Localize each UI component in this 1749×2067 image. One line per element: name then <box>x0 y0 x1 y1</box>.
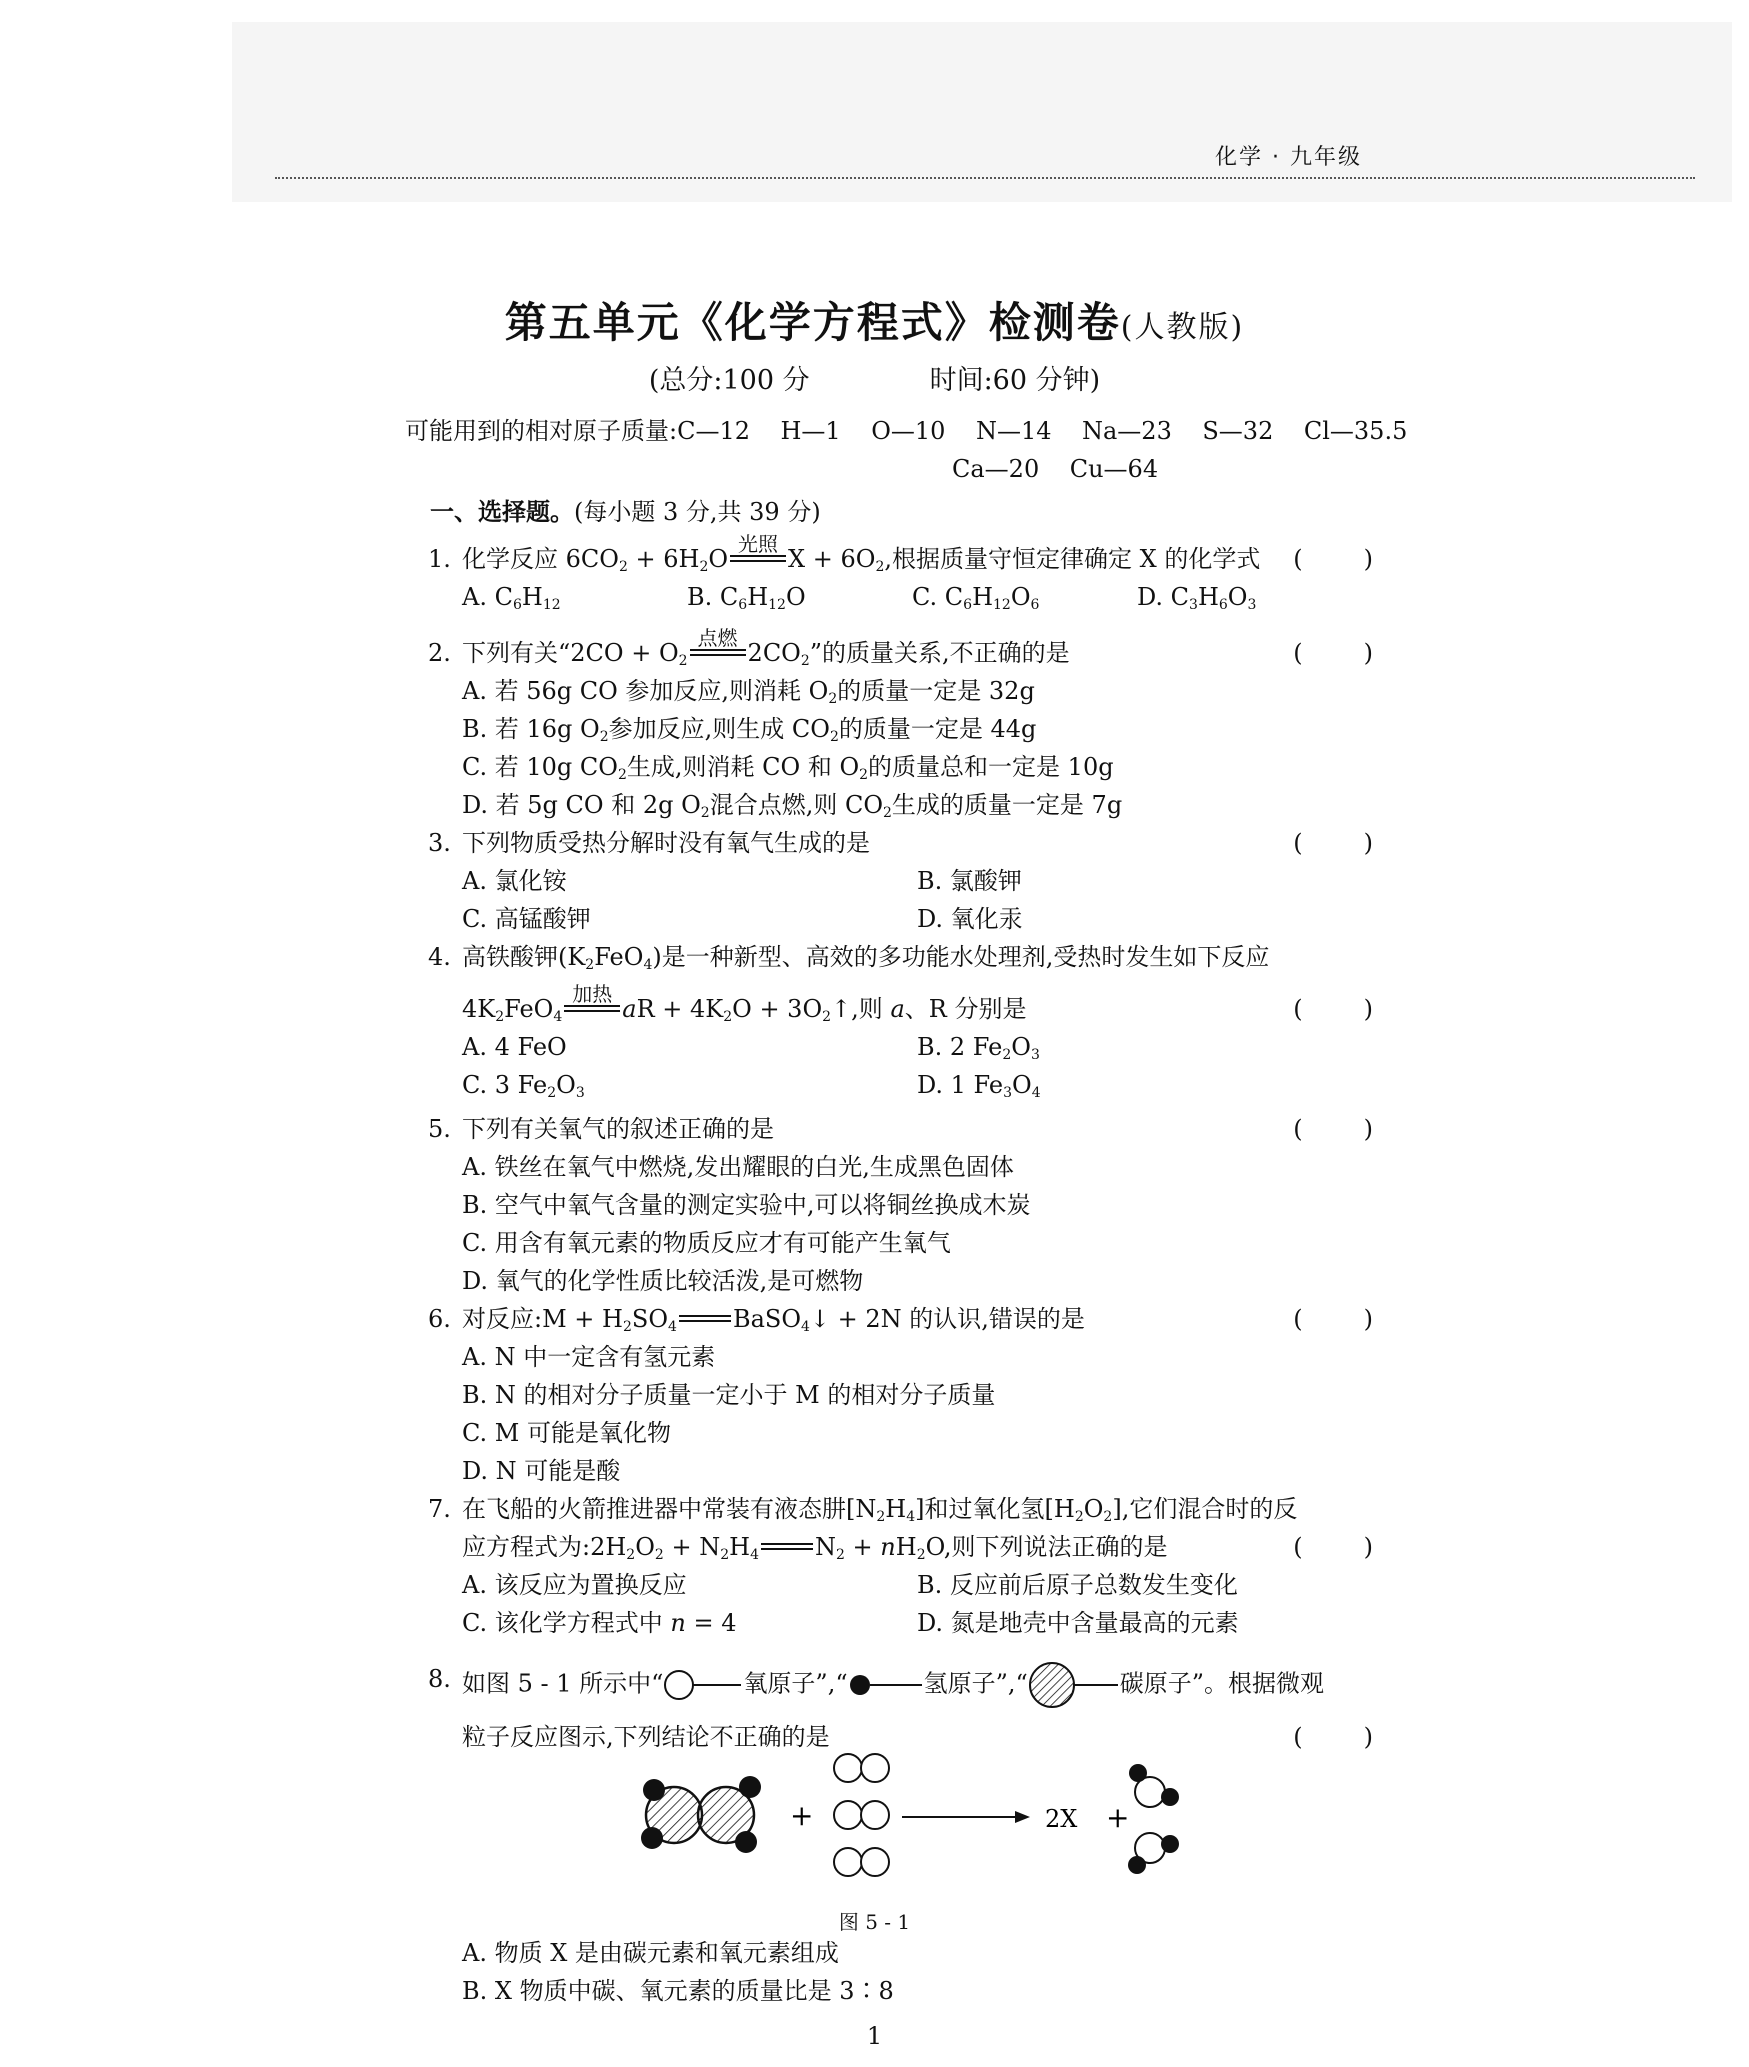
option-a[interactable]: A. 氯化铵 <box>462 867 567 895</box>
option-b[interactable]: B. 2 $Fe_2O_3$ <box>917 1033 1040 1063</box>
arrow-head-icon <box>1015 1811 1030 1823</box>
answer-blank[interactable]: ( ) <box>1293 1533 1373 1561</box>
option-b[interactable]: B. $C_6H_{12}O$ <box>687 583 806 613</box>
answer-blank[interactable]: ( ) <box>1293 639 1373 667</box>
question-3 <box>428 824 1373 938</box>
answer-blank[interactable]: ( ) <box>1293 1305 1373 1333</box>
option-b[interactable]: B. 若 16g $O_2$参加反应,则生成 $CO_2$的质量一定是 44g <box>462 715 1037 745</box>
option-c[interactable]: C. 用含有氧元素的物质反应才有可能产生氧气 <box>462 1229 951 1257</box>
oxygen-molecules <box>834 1754 889 1876</box>
title-edition: (人教版) <box>1120 310 1245 345</box>
question-8-options <box>428 1934 1373 2010</box>
option-b[interactable]: B. 空气中氧气含量的测定实验中,可以将铜丝换成木炭 <box>462 1191 1031 1219</box>
carbon-atom-legend-icon <box>1028 1660 1120 1710</box>
question-number: 7. <box>428 1495 451 1523</box>
question-number: 6. <box>428 1305 451 1333</box>
q1-text: X + 6O <box>788 545 876 573</box>
option-d[interactable]: D. N 可能是酸 <box>462 1457 621 1485</box>
q1-text: ,根据质量守恒定律确定 X 的化学式 <box>884 545 1261 573</box>
option-d[interactable]: D. 氧气的化学性质比较活泼,是可燃物 <box>462 1267 864 1295</box>
section-heading <box>430 492 821 527</box>
atomic-masses-line1: 可能用到的相对原子质量:C—12 H—1 O—10 N—14 Na—23 S—32 Cl—35.5 <box>405 417 1408 445</box>
exam-meta <box>0 358 1749 397</box>
option-c[interactable]: C. $C_6H_{12}O_6$ <box>912 583 1040 613</box>
plus-sign: + <box>790 1799 814 1832</box>
q2-text: 下列有关“2CO + O <box>462 639 679 667</box>
option-c[interactable]: C. 该化学方程式中 n = 4 <box>462 1609 737 1637</box>
water-molecules <box>1128 1764 1179 1874</box>
q8-text: 碳原子”。根据微观 <box>1119 1669 1325 1698</box>
reaction-equals-sign <box>679 1309 731 1329</box>
page-number: 1 <box>866 2022 883 2050</box>
answer-blank[interactable]: ( ) <box>1293 1115 1373 1143</box>
option-a[interactable]: A. 4 FeO <box>462 1033 567 1061</box>
option-a[interactable]: A. 若 56g CO 参加反应,则消耗 $O_2$的质量一定是 32g <box>462 677 1035 707</box>
question-number: 4. <box>428 943 451 971</box>
answer-blank[interactable]: ( ) <box>1293 545 1373 573</box>
question-number: 2. <box>428 639 451 667</box>
answer-blank[interactable]: ( ) <box>1293 995 1373 1023</box>
plus-sign: + <box>1106 1801 1130 1834</box>
oxygen-atom-legend-icon <box>663 1668 743 1702</box>
reaction-equals-sign <box>564 982 620 1019</box>
time-limit: 时间:60 分钟) <box>929 365 1101 396</box>
header-subject: 化学 · 九年级 <box>1215 145 1362 170</box>
option-d[interactable]: D. $C_3H_6O_3$ <box>1137 583 1257 613</box>
option-a[interactable]: A. 该反应为置换反应 <box>462 1571 687 1599</box>
option-d[interactable]: D. 氧化汞 <box>917 905 1023 933</box>
option-a[interactable]: A. 物质 X 是由碳元素和氧元素组成 <box>462 1939 839 1967</box>
question-5 <box>428 1110 1373 1300</box>
reaction-equals-sign <box>690 626 746 663</box>
option-b[interactable]: B. X 物质中碳、氧元素的质量比是 3∶8 <box>462 1977 894 2005</box>
reaction-equals-sign <box>730 532 786 569</box>
hydrogen-atom-legend-icon <box>848 1668 924 1702</box>
question-stem: 下列有关氧气的叙述正确的是 <box>462 1115 774 1143</box>
question-6: 6. 对反应:M + $H_2SO_4$ BaSO$_4$↓ + 2N 的认识,错误的是 ( ) A. N 中一定含有氢元素 B. N 的相对分子质量一定小于 M 的相对分子质量 C. M 可能是氧化物 D. N 可能是酸 <box>428 1300 1373 1490</box>
question-stem: 粒子反应图示,下列结论不正确的是 <box>462 1723 830 1751</box>
q8-text: 氢原子”,“ <box>923 1669 1028 1698</box>
option-d[interactable]: D. 1 $Fe_3O_4$ <box>917 1071 1041 1101</box>
atomic-masses <box>405 412 1407 488</box>
option-a[interactable]: A. N 中一定含有氢元素 <box>462 1343 716 1371</box>
option-d[interactable]: D. 氮是地壳中含量最高的元素 <box>917 1609 1239 1637</box>
reaction-condition: 光照 <box>738 532 779 556</box>
question-number: 8. <box>428 1665 451 1693</box>
section-label: 一、选择题。 <box>430 498 574 526</box>
question-number: 3. <box>428 829 451 857</box>
header-band <box>232 22 1732 202</box>
answer-blank[interactable]: ( ) <box>1293 829 1373 857</box>
q1-text: O <box>708 545 729 573</box>
option-d[interactable]: D. 若 5g CO 和 2g $O_2$混合点燃,则 $CO_2$生成的质量一定是 7g <box>462 791 1123 821</box>
q1-text: + 6H <box>627 545 700 573</box>
total-score: (总分:100 分 <box>648 365 810 396</box>
option-b[interactable]: B. 反应前后原子总数发生变化 <box>917 1571 1238 1599</box>
question-stem: 下列物质受热分解时没有氧气生成的是 <box>462 829 870 857</box>
question-number: 5. <box>428 1115 451 1143</box>
q2-text: ”的质量关系,不正确的是 <box>809 639 1070 667</box>
option-a[interactable]: A. 铁丝在氧气中燃烧,发出耀眼的白光,生成黑色固体 <box>462 1153 1014 1181</box>
atomic-masses-line2: Ca—20 Cu—64 <box>952 455 1159 483</box>
question-7: 7. 在飞船的火箭推进器中常装有液态肼$[N_2H_4]$和过氧化氢$[H_2O_2]$,它们混合时的反 应方程式为$:2H_2O_2 + N_2H_4$ $N_2 + nH_2O$,则下列说法正确的是 ( ) A. 该反应为置换反应 B. 反应前后原子总数发生变化 C. 该化学方程式中 n = 4 D. 氮是地壳中含量最高的元素 <box>428 1490 1373 1642</box>
option-c[interactable]: C. 若 10g $CO_2$生成,则消耗 CO 和 $O_2$的质量总和一定是 10g <box>462 753 1114 783</box>
option-c[interactable]: C. 3 $Fe_2O_3$ <box>462 1071 585 1101</box>
option-c[interactable]: C. M 可能是氧化物 <box>462 1419 671 1447</box>
reaction-diagram <box>630 1740 1210 1890</box>
question-1: 1. 化学反应 $6CO_2 + 6H_2O$ 光照 $X + 6O_2$,根据质量守恒定律确定 X 的化学式 ( ) A. $C_6H_{12}$ B. $C_6H_{12}O$ C. $C_6H_{12}O_6$ D. $C_3H_6O_3$ <box>428 540 1373 616</box>
q8-text: 如图 5 - 1 所示中“ <box>462 1669 664 1698</box>
reaction-equals-sign <box>761 1537 813 1557</box>
q1-text: 化学反应 6CO <box>462 545 619 573</box>
option-a[interactable]: A. $C_6H_{12}$ <box>462 583 561 613</box>
page-title <box>0 290 1749 350</box>
question-2: 2. 下列有关“$2CO + O_2$ 点燃 $2CO_2$”的质量关系,不正确的是 ( ) A. 若 56g CO 参加反应,则消耗 $O_2$的质量一定是 32g B. 若 16g $O_2$参加反应,则生成 $CO_2$的质量一定是 44g C. 若 10g $CO_2$生成,则消耗 CO 和 $O_2$的质量总和一定是 10g D. 若 5g CO 和 2g $O_2$混合点燃,则 $CO_2$生成的质量一定是 7g <box>428 634 1373 824</box>
q8-text: 氧原子”,“ <box>743 1669 848 1698</box>
q2-text: 2CO <box>747 639 801 667</box>
product-2x: 2X <box>1045 1805 1078 1833</box>
title-main: 第五单元《化学方程式》检测卷 <box>504 298 1121 347</box>
option-b[interactable]: B. N 的相对分子质量一定小于 M 的相对分子质量 <box>462 1381 996 1409</box>
methane-pair-molecule <box>641 1776 761 1853</box>
question-4: 4. 高铁酸钾$(K_2FeO_4)$是一种新型、高效的多功能水处理剂,受热时发生如下反应 $4K_2FeO_4$ 加热 aR + $4K_2O$ + $3O_2↑$,则 a、R 分别是 ( ) A. 4 FeO B. 2 $Fe_2O_3$ C. 3 $Fe_2O_3$ D. 1 $Fe_3O_4$ <box>428 938 1373 1104</box>
figure-caption: 图 5 - 1 <box>838 1910 911 1934</box>
option-b[interactable]: B. 氯酸钾 <box>917 867 1022 895</box>
header-divider <box>275 177 1695 179</box>
option-c[interactable]: C. 高锰酸钾 <box>462 905 591 933</box>
reaction-condition: 点燃 <box>697 626 738 650</box>
section-note: (每小题 3 分,共 39 分) <box>574 498 821 526</box>
answer-blank[interactable]: ( ) <box>1293 1723 1373 1751</box>
question-number: 1. <box>428 545 451 573</box>
reaction-condition: 加热 <box>572 982 613 1006</box>
